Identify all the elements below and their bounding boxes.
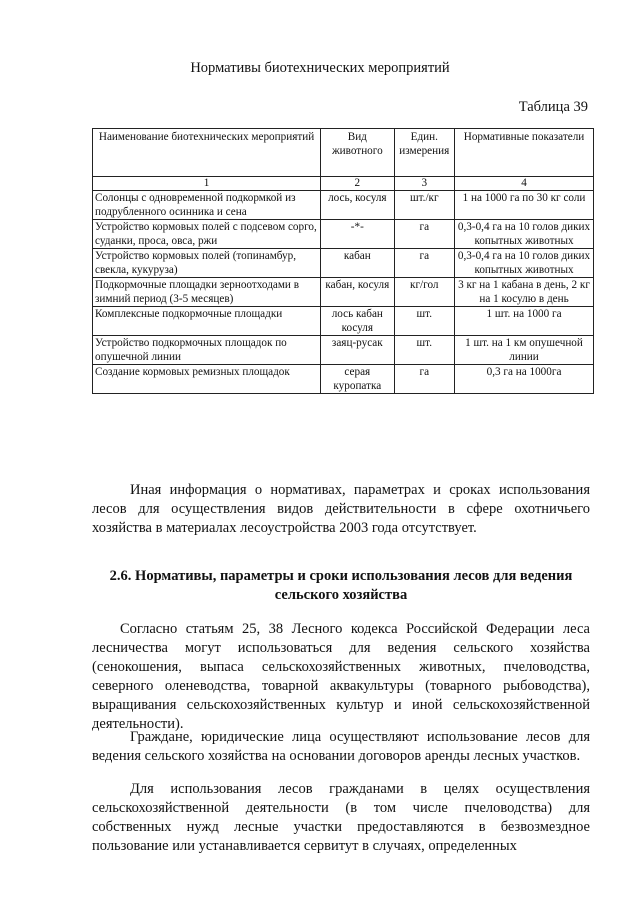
measure-cell: Устройство подкормочных площадок по опушечной линии [93,336,321,365]
measure-cell: Устройство кормовых полей (топинамбур, свекла, кукуруза) [93,249,321,278]
norm-cell: 0,3-0,4 га на 10 голов диких копытных животных [455,220,594,249]
unit-cell: га [394,249,455,278]
norm-cell: 1 на 1000 га по 30 кг соли [455,191,594,220]
unit-cell: га [394,220,455,249]
measure-cell: Создание кормовых ремизных площадок [93,365,321,394]
unit-cell: шт. [394,336,455,365]
section-heading: 2.6. Нормативы, параметры и сроки использования лесов для ведения сельского хозяйства [109,568,573,604]
unit-cell: шт. [394,307,455,336]
table-row [93,336,594,365]
paragraph-free-use: Для использования лесов гражданами в целях осуществления сельскохозяйственной деятельности (в том числе пчеловодства) для собственных нужд лесные участки предоставляются в безвозмездное пользование или устанавливается сервитут в случаях, определенных [92,780,590,854]
column-number: 1 [93,177,321,191]
paragraph-hunting-info: Иная информация о нормативах, параметрах и сроках использования лесов для осуществления видов действительности в сфере охотничьего хозяйства в материалах лесоустройства 2003 года отсутствует. [92,481,590,536]
measure-cell: Комплексные подкормочные площадки [93,307,321,336]
norm-cell: 3 кг на 1 кабана в день, 2 кг на 1 косулю в день [455,278,594,307]
column-number: 2 [321,177,394,191]
document-title: Нормативы биотехнических мероприятий [190,60,450,76]
table-header-row [93,129,594,177]
animal-cell: -*- [321,220,394,249]
unit-cell: кг/гол [394,278,455,307]
measure-cell: Устройство кормовых полей с подсевом сорго, суданки, проса, овса, ржи [93,220,321,249]
table-row [93,307,594,336]
animal-cell: лось кабан косуля [321,307,394,336]
header-cell: Един. измерения [394,129,455,177]
animal-cell: серая куропатка [321,365,394,394]
animal-cell: лось, косуля [321,191,394,220]
norm-cell: 0,3 га на 1000га [455,365,594,394]
column-number: 4 [455,177,594,191]
norm-cell: 0,3-0,4 га на 10 голов диких копытных животных [455,249,594,278]
header-cell: Наименование биотехнических мероприятий [93,129,321,177]
measure-cell: Подкормочные площадки зерноотходами в зимний период (3-5 месяцев) [93,278,321,307]
column-number-row [93,177,594,191]
animal-cell: кабан, косуля [321,278,394,307]
table-row [93,278,594,307]
animal-cell: заяц-русак [321,336,394,365]
paragraph-forest-code: Согласно статьям 25, 38 Лесного кодекса Российской Федерации леса лесничества могут использоваться для ведения сельского хозяйства (сенокошения, выпаса сельскохозяйственных животных, пчеловодства, северного оленеводства, товарной аквакультуры (товарного рыбоводства), выращивания сельскохозяйственных культур и иной сельскохозяйственной деятельности). [92,620,590,732]
norm-cell: 1 шт. на 1000 га [455,307,594,336]
table-number: Таблица 39 [518,99,588,115]
table-row [93,220,594,249]
animal-cell: кабан [321,249,394,278]
table-row [93,191,594,220]
header-cell: Вид животного [321,129,394,177]
unit-cell: га [394,365,455,394]
unit-cell: шт./кг [394,191,455,220]
norm-cell: 1 шт. на 1 км опушечной линии [455,336,594,365]
measure-cell: Солонцы с одновременной подкормкой из подрубленного осинника и сена [93,191,321,220]
paragraph-lease: Граждане, юридические лица осуществляют использование лесов для ведения сельского хозяйства на основании договоров аренды лесных участков. [92,728,590,764]
table-row [93,249,594,278]
table-row [93,365,594,394]
norms-table [92,128,594,394]
header-cell: Нормативные показатели [455,129,594,177]
column-number: 3 [394,177,455,191]
